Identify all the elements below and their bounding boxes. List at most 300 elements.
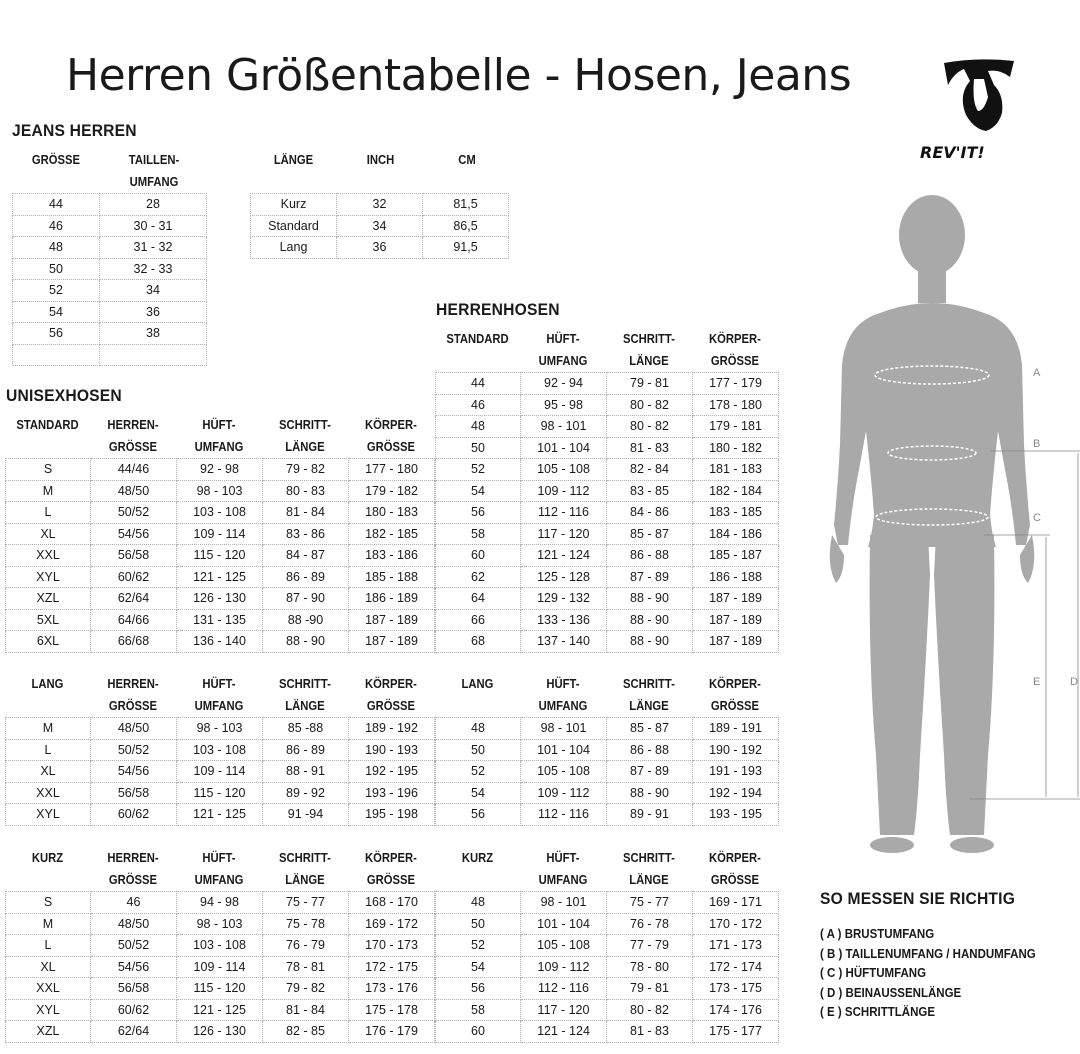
table-cell: XZL — [6, 1021, 91, 1043]
table-cell: 187 - 189 — [349, 631, 435, 653]
table-cell: 52 — [13, 280, 100, 302]
table-cell: 84 - 86 — [607, 502, 693, 524]
table-row — [13, 194, 207, 216]
column-header: KÖRPER- GRÖSSE — [365, 418, 417, 454]
block-label: LANG — [31, 677, 64, 691]
table-row — [13, 258, 207, 280]
table-row — [436, 523, 779, 545]
table-cell: 56 — [436, 978, 521, 1000]
table-cell: 48/50 — [91, 913, 177, 935]
table-row — [436, 761, 779, 783]
table-row — [6, 480, 435, 502]
body-silhouette-icon — [820, 195, 1080, 860]
size-table — [5, 717, 435, 826]
table-cell: 48 — [13, 237, 100, 259]
table-cell: 88 - 90 — [607, 588, 693, 610]
table-cell: L — [6, 502, 91, 524]
table-cell: 34 — [100, 280, 207, 302]
table-cell: 88 - 90 — [607, 609, 693, 631]
table-cell: 31 - 32 — [100, 237, 207, 259]
table-cell: M — [6, 480, 91, 502]
table-cell: 54 — [13, 301, 100, 323]
table-cell: 48 — [436, 892, 521, 914]
table-cell: 54 — [436, 480, 521, 502]
herren-section-title: HERRENHOSEN — [436, 300, 560, 319]
table-row — [6, 978, 435, 1000]
table-cell: 179 - 182 — [349, 480, 435, 502]
table-cell: S — [6, 459, 91, 481]
table-cell: 172 - 174 — [693, 956, 779, 978]
letter-e: E — [1033, 676, 1041, 688]
column-header: HÜFT- UMFANG — [538, 677, 588, 713]
table-row — [251, 194, 509, 216]
table-cell: 79 - 82 — [263, 459, 349, 481]
jeans-size-table — [12, 193, 207, 366]
table-cell: 80 - 82 — [607, 394, 693, 416]
table-cell: 109 - 112 — [521, 782, 607, 804]
table-cell: 121 - 125 — [177, 999, 263, 1021]
table-cell: 46 — [91, 892, 177, 914]
measure-legend — [820, 925, 1036, 1023]
table-cell: 95 - 98 — [521, 394, 607, 416]
jeans-size-block — [12, 149, 208, 366]
table-cell: 187 - 189 — [693, 609, 779, 631]
table-row — [436, 956, 779, 978]
block-label: KURZ — [31, 851, 64, 865]
table-row — [6, 892, 435, 914]
table-cell: XYL — [6, 804, 91, 826]
table-cell: 115 - 120 — [177, 782, 263, 804]
table-cell: 62/64 — [91, 588, 177, 610]
block-headers — [435, 673, 779, 717]
table-cell: 54/56 — [91, 956, 177, 978]
table-row — [13, 280, 207, 302]
table-row — [436, 459, 779, 481]
column-header: HERREN- GRÖSSE — [107, 851, 159, 887]
table-cell: 54 — [436, 956, 521, 978]
table-cell: 54/56 — [91, 523, 177, 545]
table-cell: 81 - 84 — [263, 502, 349, 524]
legend-item: ( D ) BEINAUSSENLÄNGE — [820, 985, 962, 1000]
table-cell: 109 - 114 — [177, 761, 263, 783]
table-row — [436, 804, 779, 826]
table-row — [436, 718, 779, 740]
table-cell: 187 - 189 — [693, 631, 779, 653]
table-cell: 171 - 173 — [693, 935, 779, 957]
table-cell: 112 - 116 — [521, 804, 607, 826]
header-groesse: GRÖSSE — [31, 153, 81, 167]
table-cell — [100, 344, 207, 366]
table-row — [13, 215, 207, 237]
table-cell: 94 - 98 — [177, 892, 263, 914]
block-headers — [5, 673, 435, 717]
table-cell: 83 - 86 — [263, 523, 349, 545]
table-cell: 56 — [436, 502, 521, 524]
table-cell: XL — [6, 761, 91, 783]
table-cell: 84 - 87 — [263, 545, 349, 567]
table-cell: 80 - 83 — [263, 480, 349, 502]
table-row — [436, 373, 779, 395]
table-cell: 32 - 33 — [100, 258, 207, 280]
table-cell: 64/66 — [91, 609, 177, 631]
table-cell: 98 - 103 — [177, 718, 263, 740]
table-cell: 87 - 90 — [263, 588, 349, 610]
header-laenge: LÄNGE — [273, 153, 314, 167]
table-cell: 109 - 112 — [521, 956, 607, 978]
table-row — [436, 892, 779, 914]
page-title: Herren Größentabelle - Hosen, Jeans — [66, 50, 852, 101]
table-row — [6, 913, 435, 935]
block-label: LANG — [461, 677, 494, 691]
herren-kurz-block — [435, 847, 779, 1043]
table-cell: 172 - 175 — [349, 956, 435, 978]
table-cell: Lang — [251, 237, 337, 259]
table-cell: 76 - 79 — [263, 935, 349, 957]
table-row — [6, 956, 435, 978]
table-cell: 177 - 179 — [693, 373, 779, 395]
table-cell: 98 - 101 — [521, 892, 607, 914]
table-cell: 50/52 — [91, 935, 177, 957]
legend-item: ( E ) SCHRITTLÄNGE — [820, 1005, 935, 1019]
table-cell: 62/64 — [91, 1021, 177, 1043]
table-cell: 192 - 194 — [693, 782, 779, 804]
table-cell: 105 - 108 — [521, 761, 607, 783]
table-cell: 137 - 140 — [521, 631, 607, 653]
block-headers — [5, 414, 435, 458]
table-row — [436, 913, 779, 935]
table-cell: 121 - 124 — [521, 1021, 607, 1043]
table-row — [6, 502, 435, 524]
block-headers — [435, 328, 779, 372]
table-cell: Kurz — [251, 194, 337, 216]
table-cell: 32 — [337, 194, 423, 216]
table-cell: 101 - 104 — [521, 437, 607, 459]
table-cell: 88 - 91 — [263, 761, 349, 783]
column-header: HÜFT- UMFANG — [194, 851, 244, 887]
table-cell: 6XL — [6, 631, 91, 653]
table-row — [436, 782, 779, 804]
table-row — [436, 502, 779, 524]
table-cell: 86 - 89 — [263, 566, 349, 588]
table-cell: 50/52 — [91, 739, 177, 761]
table-row — [436, 935, 779, 957]
header-taillenumfang: TAILLEN- UMFANG — [128, 153, 180, 189]
table-row — [6, 718, 435, 740]
table-cell: 173 - 175 — [693, 978, 779, 1000]
table-cell: 50 — [13, 258, 100, 280]
table-cell: 62 — [436, 566, 521, 588]
table-cell: 121 - 125 — [177, 566, 263, 588]
jeans-length-headers — [250, 149, 510, 171]
table-cell: 86 - 88 — [607, 739, 693, 761]
table-cell: 79 - 81 — [607, 373, 693, 395]
table-cell: 126 - 130 — [177, 588, 263, 610]
table-cell: 190 - 193 — [349, 739, 435, 761]
column-header: KÖRPER- GRÖSSE — [709, 677, 761, 713]
herren-lang-block — [435, 673, 779, 826]
column-header: KÖRPER- GRÖSSE — [365, 851, 417, 887]
table-cell: 91 -94 — [263, 804, 349, 826]
table-cell: 129 - 132 — [521, 588, 607, 610]
table-cell: 66/68 — [91, 631, 177, 653]
table-row — [6, 459, 435, 481]
table-cell: 30 - 31 — [100, 215, 207, 237]
table-cell: 170 - 173 — [349, 935, 435, 957]
table-cell: 179 - 181 — [693, 416, 779, 438]
column-header: HERREN- GRÖSSE — [107, 418, 159, 454]
table-cell: 181 - 183 — [693, 459, 779, 481]
table-cell: 60/62 — [91, 999, 177, 1021]
table-cell: 184 - 186 — [693, 523, 779, 545]
size-table — [5, 458, 435, 653]
table-row — [6, 739, 435, 761]
table-cell: 88 - 90 — [607, 782, 693, 804]
table-cell: 44/46 — [91, 459, 177, 481]
table-cell: 182 - 184 — [693, 480, 779, 502]
table-row — [6, 545, 435, 567]
table-cell: 133 - 136 — [521, 609, 607, 631]
unisex-lang-block — [5, 673, 435, 826]
table-cell: 86 - 89 — [263, 739, 349, 761]
block-headers — [435, 847, 779, 891]
table-cell: 79 - 81 — [607, 978, 693, 1000]
table-cell: 98 - 103 — [177, 913, 263, 935]
table-cell: 60/62 — [91, 804, 177, 826]
table-cell: 82 - 84 — [607, 459, 693, 481]
table-cell — [13, 344, 100, 366]
table-cell: 79 - 82 — [263, 978, 349, 1000]
table-row — [6, 523, 435, 545]
table-cell: 52 — [436, 761, 521, 783]
table-cell: 60/62 — [91, 566, 177, 588]
table-cell: 103 - 108 — [177, 502, 263, 524]
table-cell: 88 -90 — [263, 609, 349, 631]
column-header: SCHRITT- LÄNGE — [623, 851, 675, 887]
table-cell: 44 — [436, 373, 521, 395]
legend-item: ( C ) HÜFTUMFANG — [820, 966, 927, 980]
table-cell: 103 - 108 — [177, 739, 263, 761]
table-cell: 50 — [436, 437, 521, 459]
table-cell: 89 - 91 — [607, 804, 693, 826]
table-cell: 89 - 92 — [263, 782, 349, 804]
table-cell: 75 - 78 — [263, 913, 349, 935]
table-row — [6, 761, 435, 783]
table-cell: 36 — [100, 301, 207, 323]
table-row — [436, 394, 779, 416]
table-row — [13, 237, 207, 259]
column-header: HÜFT- UMFANG — [538, 851, 588, 887]
table-cell: 189 - 192 — [349, 718, 435, 740]
table-cell: 168 - 170 — [349, 892, 435, 914]
table-cell: 131 - 135 — [177, 609, 263, 631]
table-row — [251, 215, 509, 237]
table-cell: 52 — [436, 459, 521, 481]
column-header: KÖRPER- GRÖSSE — [709, 851, 761, 887]
table-cell: 44 — [13, 194, 100, 216]
table-cell: 189 - 191 — [693, 718, 779, 740]
table-cell: 180 - 182 — [693, 437, 779, 459]
table-cell: 58 — [436, 999, 521, 1021]
size-table — [435, 891, 779, 1043]
table-cell: 183 - 185 — [693, 502, 779, 524]
table-cell: 136 - 140 — [177, 631, 263, 653]
table-row — [13, 323, 207, 345]
table-cell: 109 - 114 — [177, 523, 263, 545]
unisex-kurz-block — [5, 847, 435, 1043]
table-cell: L — [6, 935, 91, 957]
jeans-size-headers — [12, 149, 208, 193]
table-cell: 56 — [13, 323, 100, 345]
table-cell: XZL — [6, 588, 91, 610]
table-cell: 82 - 85 — [263, 1021, 349, 1043]
table-cell: 125 - 128 — [521, 566, 607, 588]
table-row — [436, 1021, 779, 1043]
table-cell: 186 - 189 — [349, 588, 435, 610]
table-cell: 56 — [436, 804, 521, 826]
column-header: SCHRITT- LÄNGE — [279, 851, 331, 887]
table-cell: 78 - 81 — [263, 956, 349, 978]
table-cell: 88 - 90 — [263, 631, 349, 653]
table-cell: 76 - 78 — [607, 913, 693, 935]
table-cell: 46 — [436, 394, 521, 416]
table-row — [436, 480, 779, 502]
table-row — [6, 935, 435, 957]
revit-logo-icon — [918, 55, 1043, 165]
column-header: HERREN- GRÖSSE — [107, 677, 159, 713]
table-cell: 112 - 116 — [521, 978, 607, 1000]
letter-b: B — [1033, 438, 1041, 450]
letter-d: D — [1070, 676, 1078, 688]
table-cell: XXL — [6, 545, 91, 567]
table-row — [436, 566, 779, 588]
table-cell: 193 - 196 — [349, 782, 435, 804]
table-cell: 38 — [100, 323, 207, 345]
unisex-standard-block — [5, 414, 435, 653]
table-cell: 117 - 120 — [521, 999, 607, 1021]
table-row — [436, 437, 779, 459]
table-cell: 169 - 172 — [349, 913, 435, 935]
table-row — [6, 588, 435, 610]
table-cell: 83 - 85 — [607, 480, 693, 502]
table-cell: 173 - 176 — [349, 978, 435, 1000]
table-cell: 112 - 116 — [521, 502, 607, 524]
table-cell: XYL — [6, 566, 91, 588]
table-cell: 36 — [337, 237, 423, 259]
block-label: STANDARD — [16, 418, 79, 432]
size-table — [5, 891, 435, 1043]
table-cell: 64 — [436, 588, 521, 610]
table-row — [6, 804, 435, 826]
table-cell: 180 - 183 — [349, 502, 435, 524]
table-row — [436, 545, 779, 567]
table-cell: 170 - 172 — [693, 913, 779, 935]
table-cell: 81 - 84 — [263, 999, 349, 1021]
table-cell: 91,5 — [423, 237, 509, 259]
table-cell: 85 - 87 — [607, 523, 693, 545]
table-row — [251, 237, 509, 259]
table-row — [436, 631, 779, 653]
brand-logo — [918, 55, 1043, 170]
jeans-length-block — [250, 149, 510, 259]
table-cell: 193 - 195 — [693, 804, 779, 826]
table-cell: 174 - 176 — [693, 999, 779, 1021]
table-cell: 182 - 185 — [349, 523, 435, 545]
table-cell: 98 - 103 — [177, 480, 263, 502]
table-cell: 103 - 108 — [177, 935, 263, 957]
table-cell: 86,5 — [423, 215, 509, 237]
table-cell: 54 — [436, 782, 521, 804]
table-cell: 178 - 180 — [693, 394, 779, 416]
table-cell: 85 -88 — [263, 718, 349, 740]
table-cell: XXL — [6, 978, 91, 1000]
table-cell: 109 - 112 — [521, 480, 607, 502]
table-cell: 121 - 124 — [521, 545, 607, 567]
block-label: KURZ — [461, 851, 494, 865]
table-cell: 109 - 114 — [177, 956, 263, 978]
table-cell: 105 - 108 — [521, 459, 607, 481]
table-cell: 80 - 82 — [607, 416, 693, 438]
column-header: HÜFT- UMFANG — [538, 332, 588, 368]
table-cell: 88 - 90 — [607, 631, 693, 653]
table-cell: XL — [6, 523, 91, 545]
column-header: SCHRITT- LÄNGE — [279, 677, 331, 713]
column-header: SCHRITT- LÄNGE — [623, 332, 675, 368]
table-row — [436, 978, 779, 1000]
table-cell: 187 - 189 — [349, 609, 435, 631]
table-cell: 175 - 177 — [693, 1021, 779, 1043]
table-cell: 34 — [337, 215, 423, 237]
table-cell: 101 - 104 — [521, 739, 607, 761]
table-cell: 48/50 — [91, 480, 177, 502]
table-row — [13, 301, 207, 323]
table-cell: XL — [6, 956, 91, 978]
table-cell: 46 — [13, 215, 100, 237]
table-cell: 101 - 104 — [521, 913, 607, 935]
table-cell: 186 - 188 — [693, 566, 779, 588]
table-cell: 48 — [436, 416, 521, 438]
table-cell: 98 - 101 — [521, 718, 607, 740]
body-figure — [820, 195, 1080, 865]
letter-c: C — [1033, 512, 1041, 524]
header-inch: INCH — [366, 153, 395, 167]
table-row — [6, 631, 435, 653]
table-cell: 50/52 — [91, 502, 177, 524]
table-cell: 92 - 94 — [521, 373, 607, 395]
table-row — [6, 782, 435, 804]
table-cell: 56/58 — [91, 545, 177, 567]
table-cell: Standard — [251, 215, 337, 237]
table-cell: 92 - 98 — [177, 459, 263, 481]
table-cell: 81,5 — [423, 194, 509, 216]
column-header: KÖRPER- GRÖSSE — [709, 332, 761, 368]
svg-text:REV'IT!: REV'IT! — [920, 143, 985, 162]
table-cell: 105 - 108 — [521, 935, 607, 957]
table-cell: 68 — [436, 631, 521, 653]
table-cell: 85 - 87 — [607, 718, 693, 740]
herren-standard-block — [435, 328, 779, 653]
table-cell: 56/58 — [91, 782, 177, 804]
column-header: HÜFT- UMFANG — [194, 677, 244, 713]
table-cell: 121 - 125 — [177, 804, 263, 826]
table-row — [436, 739, 779, 761]
table-cell: 117 - 120 — [521, 523, 607, 545]
table-cell: 5XL — [6, 609, 91, 631]
table-row — [436, 999, 779, 1021]
table-cell: 87 - 89 — [607, 566, 693, 588]
table-cell: 48 — [436, 718, 521, 740]
table-cell: 75 - 77 — [607, 892, 693, 914]
letter-a: A — [1033, 367, 1041, 379]
